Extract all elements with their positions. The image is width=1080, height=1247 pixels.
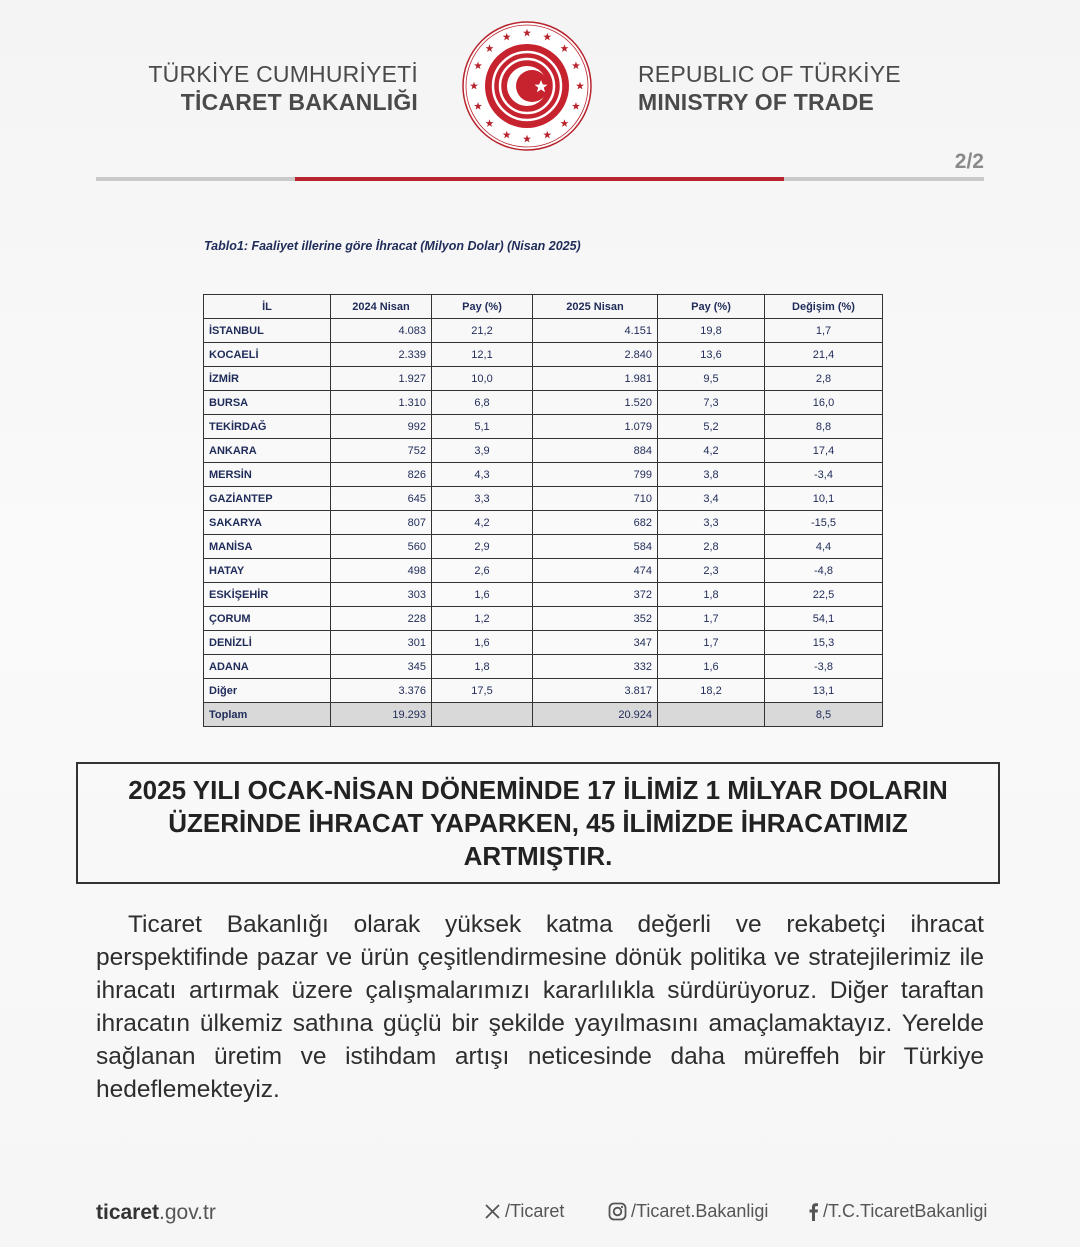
value-cell: 332 (533, 655, 658, 679)
value-cell: 13,1 (765, 679, 883, 703)
total-value-cell: 19.293 (331, 703, 432, 727)
instagram-handle: /Ticaret.Bakanligi (631, 1201, 769, 1221)
column-header: Değişim (%) (765, 295, 883, 319)
value-cell: 372 (533, 583, 658, 607)
value-cell: 12,1 (432, 343, 533, 367)
province-cell: ESKİŞEHİR (204, 583, 331, 607)
table-row (204, 319, 883, 343)
value-cell: 474 (533, 559, 658, 583)
value-cell: 807 (331, 511, 432, 535)
table-row (204, 487, 883, 511)
value-cell: 498 (331, 559, 432, 583)
total-value-cell: 8,5 (765, 703, 883, 727)
province-cell: GAZİANTEP (204, 487, 331, 511)
table-row (204, 367, 883, 391)
value-cell: 228 (331, 607, 432, 631)
value-cell: 345 (331, 655, 432, 679)
value-cell: 645 (331, 487, 432, 511)
table-row (204, 559, 883, 583)
value-cell: 15,3 (765, 631, 883, 655)
value-cell: 21,4 (765, 343, 883, 367)
value-cell: 3,4 (658, 487, 765, 511)
value-cell: 710 (533, 487, 658, 511)
header-right-line2: MINISTRY OF TRADE (638, 89, 874, 115)
province-cell: ADANA (204, 655, 331, 679)
column-header: 2024 Nisan (331, 295, 432, 319)
value-cell: 682 (533, 511, 658, 535)
value-cell: 4,2 (432, 511, 533, 535)
value-cell: 1,2 (432, 607, 533, 631)
x-link[interactable] (484, 1201, 564, 1222)
value-cell: 17,4 (765, 439, 883, 463)
website-bold: ticaret (96, 1201, 160, 1224)
total-value-cell: 20.924 (533, 703, 658, 727)
value-cell: 7,3 (658, 391, 765, 415)
province-cell: İZMİR (204, 367, 331, 391)
value-cell: 2,9 (432, 535, 533, 559)
value-cell: 21,2 (432, 319, 533, 343)
value-cell: 3.817 (533, 679, 658, 703)
column-header: Pay (%) (658, 295, 765, 319)
value-cell: 5,1 (432, 415, 533, 439)
value-cell: 1.520 (533, 391, 658, 415)
value-cell: 4.083 (331, 319, 432, 343)
province-cell: TEKİRDAĞ (204, 415, 331, 439)
value-cell: -3,4 (765, 463, 883, 487)
header-left (120, 60, 418, 116)
value-cell: 2.339 (331, 343, 432, 367)
province-cell: Diğer (204, 679, 331, 703)
website-rest: .gov.tr (159, 1201, 216, 1224)
value-cell: 1,6 (432, 631, 533, 655)
header-right (638, 60, 958, 116)
page-number: 2/2 (954, 150, 984, 173)
value-cell: -15,5 (765, 511, 883, 535)
province-cell: MERSİN (204, 463, 331, 487)
province-cell: DENİZLİ (204, 631, 331, 655)
x-icon (484, 1203, 501, 1220)
value-cell: 1,8 (432, 655, 533, 679)
value-cell: 2,3 (658, 559, 765, 583)
body-paragraph: Ticaret Bakanlığı olarak yüksek katma değerli ve rekabetçi ihracat perspektifinde pazar ve ürün çeşitlendirmesine dönük politika ve stratejilerimiz ile ihracatı artırmak üzere çalışmalarımızı kararlılıkla sürdürüyoruz. Diğer taraftan ihracatın ülkemiz sathına güçlü bir şekilde yayılmasını amaçlamaktayız. Yerelde sağlanan üretim ve istihdam artışı neticesinde daha müreffeh bir Türkiye hedeflemekteyiz. (96, 911, 984, 1103)
value-cell: 347 (533, 631, 658, 655)
value-cell: 560 (331, 535, 432, 559)
value-cell: 10,1 (765, 487, 883, 511)
value-cell: 4,2 (658, 439, 765, 463)
value-cell: 19,8 (658, 319, 765, 343)
value-cell: 1.981 (533, 367, 658, 391)
value-cell: 992 (331, 415, 432, 439)
total-label-cell: Toplam (204, 703, 331, 727)
instagram-icon (608, 1202, 627, 1221)
website-link[interactable] (96, 1201, 216, 1225)
facebook-handle: /T.C.TicaretBakanligi (823, 1201, 988, 1221)
province-cell: ANKARA (204, 439, 331, 463)
value-cell: 2,8 (658, 535, 765, 559)
headline-box (76, 762, 1000, 884)
table-row (204, 463, 883, 487)
province-cell: KOCAELİ (204, 343, 331, 367)
header-left-line2: TİCARET BAKANLIĞI (180, 89, 418, 115)
table-row (204, 415, 883, 439)
total-value-cell (658, 703, 765, 727)
table-row (204, 607, 883, 631)
value-cell: 1,7 (658, 631, 765, 655)
value-cell: 6,8 (432, 391, 533, 415)
value-cell: 3,3 (658, 511, 765, 535)
value-cell: 3,3 (432, 487, 533, 511)
value-cell: 303 (331, 583, 432, 607)
table-row (204, 439, 883, 463)
value-cell: 1,6 (432, 583, 533, 607)
value-cell: 4,4 (765, 535, 883, 559)
value-cell: 17,5 (432, 679, 533, 703)
value-cell: 13,6 (658, 343, 765, 367)
table-caption: Tablo1: Faaliyet illerine göre İhracat (Milyon Dolar) (Nisan 2025) (204, 239, 581, 253)
value-cell: -3,8 (765, 655, 883, 679)
table-row (204, 583, 883, 607)
value-cell: 884 (533, 439, 658, 463)
value-cell: 1.079 (533, 415, 658, 439)
footer (0, 1198, 1080, 1228)
value-cell: 16,0 (765, 391, 883, 415)
value-cell: 2.840 (533, 343, 658, 367)
total-value-cell (432, 703, 533, 727)
divider-red (295, 177, 784, 181)
value-cell: 8,8 (765, 415, 883, 439)
value-cell: 1,7 (765, 319, 883, 343)
x-handle: /Ticaret (505, 1201, 565, 1221)
value-cell: 826 (331, 463, 432, 487)
value-cell: 4.151 (533, 319, 658, 343)
ministry-logo (461, 20, 593, 152)
value-cell: 352 (533, 607, 658, 631)
table-row (204, 343, 883, 367)
table-total-row (204, 703, 883, 727)
province-cell: ÇORUM (204, 607, 331, 631)
value-cell: 752 (331, 439, 432, 463)
table-row (204, 391, 883, 415)
value-cell: 1,8 (658, 583, 765, 607)
header-right-line1: REPUBLIC OF TÜRKİYE (638, 61, 901, 87)
value-cell: 1.310 (331, 391, 432, 415)
column-header: Pay (%) (432, 295, 533, 319)
value-cell: 2,6 (432, 559, 533, 583)
value-cell: 301 (331, 631, 432, 655)
table-row (204, 511, 883, 535)
table-row (204, 655, 883, 679)
headline-text: 2025 YILI OCAK-NİSAN DÖNEMİNDE 17 İLİMİZ 1 MİLYAR DOLARIN ÜZERİNDE İHRACAT YAPARKEN, 45 İLİMİZDE İHRACATIMIZ ARTMIŞTIR. (128, 774, 948, 871)
column-header: 2025 Nisan (533, 295, 658, 319)
value-cell: 54,1 (765, 607, 883, 631)
value-cell: 10,0 (432, 367, 533, 391)
province-cell: İSTANBUL (204, 319, 331, 343)
table-row (204, 631, 883, 655)
value-cell: -4,8 (765, 559, 883, 583)
column-header: İL (204, 295, 331, 319)
province-cell: SAKARYA (204, 511, 331, 535)
value-cell: 18,2 (658, 679, 765, 703)
value-cell: 799 (533, 463, 658, 487)
value-cell: 1.927 (331, 367, 432, 391)
value-cell: 1,7 (658, 607, 765, 631)
instagram-link[interactable] (608, 1201, 768, 1222)
value-cell: 584 (533, 535, 658, 559)
province-cell: BURSA (204, 391, 331, 415)
header-left-line1: TÜRKİYE CUMHURİYETİ (148, 61, 418, 87)
province-cell: HATAY (204, 559, 331, 583)
province-cell: MANİSA (204, 535, 331, 559)
value-cell: 22,5 (765, 583, 883, 607)
value-cell: 4,3 (432, 463, 533, 487)
value-cell: 1,6 (658, 655, 765, 679)
table-row (204, 679, 883, 703)
table-row (204, 535, 883, 559)
value-cell: 3.376 (331, 679, 432, 703)
value-cell: 9,5 (658, 367, 765, 391)
value-cell: 3,8 (658, 463, 765, 487)
value-cell: 5,2 (658, 415, 765, 439)
facebook-icon (808, 1202, 819, 1221)
value-cell: 3,9 (432, 439, 533, 463)
export-table (203, 294, 883, 727)
facebook-link[interactable] (808, 1201, 987, 1222)
table-header-row (204, 295, 883, 319)
value-cell: 2,8 (765, 367, 883, 391)
